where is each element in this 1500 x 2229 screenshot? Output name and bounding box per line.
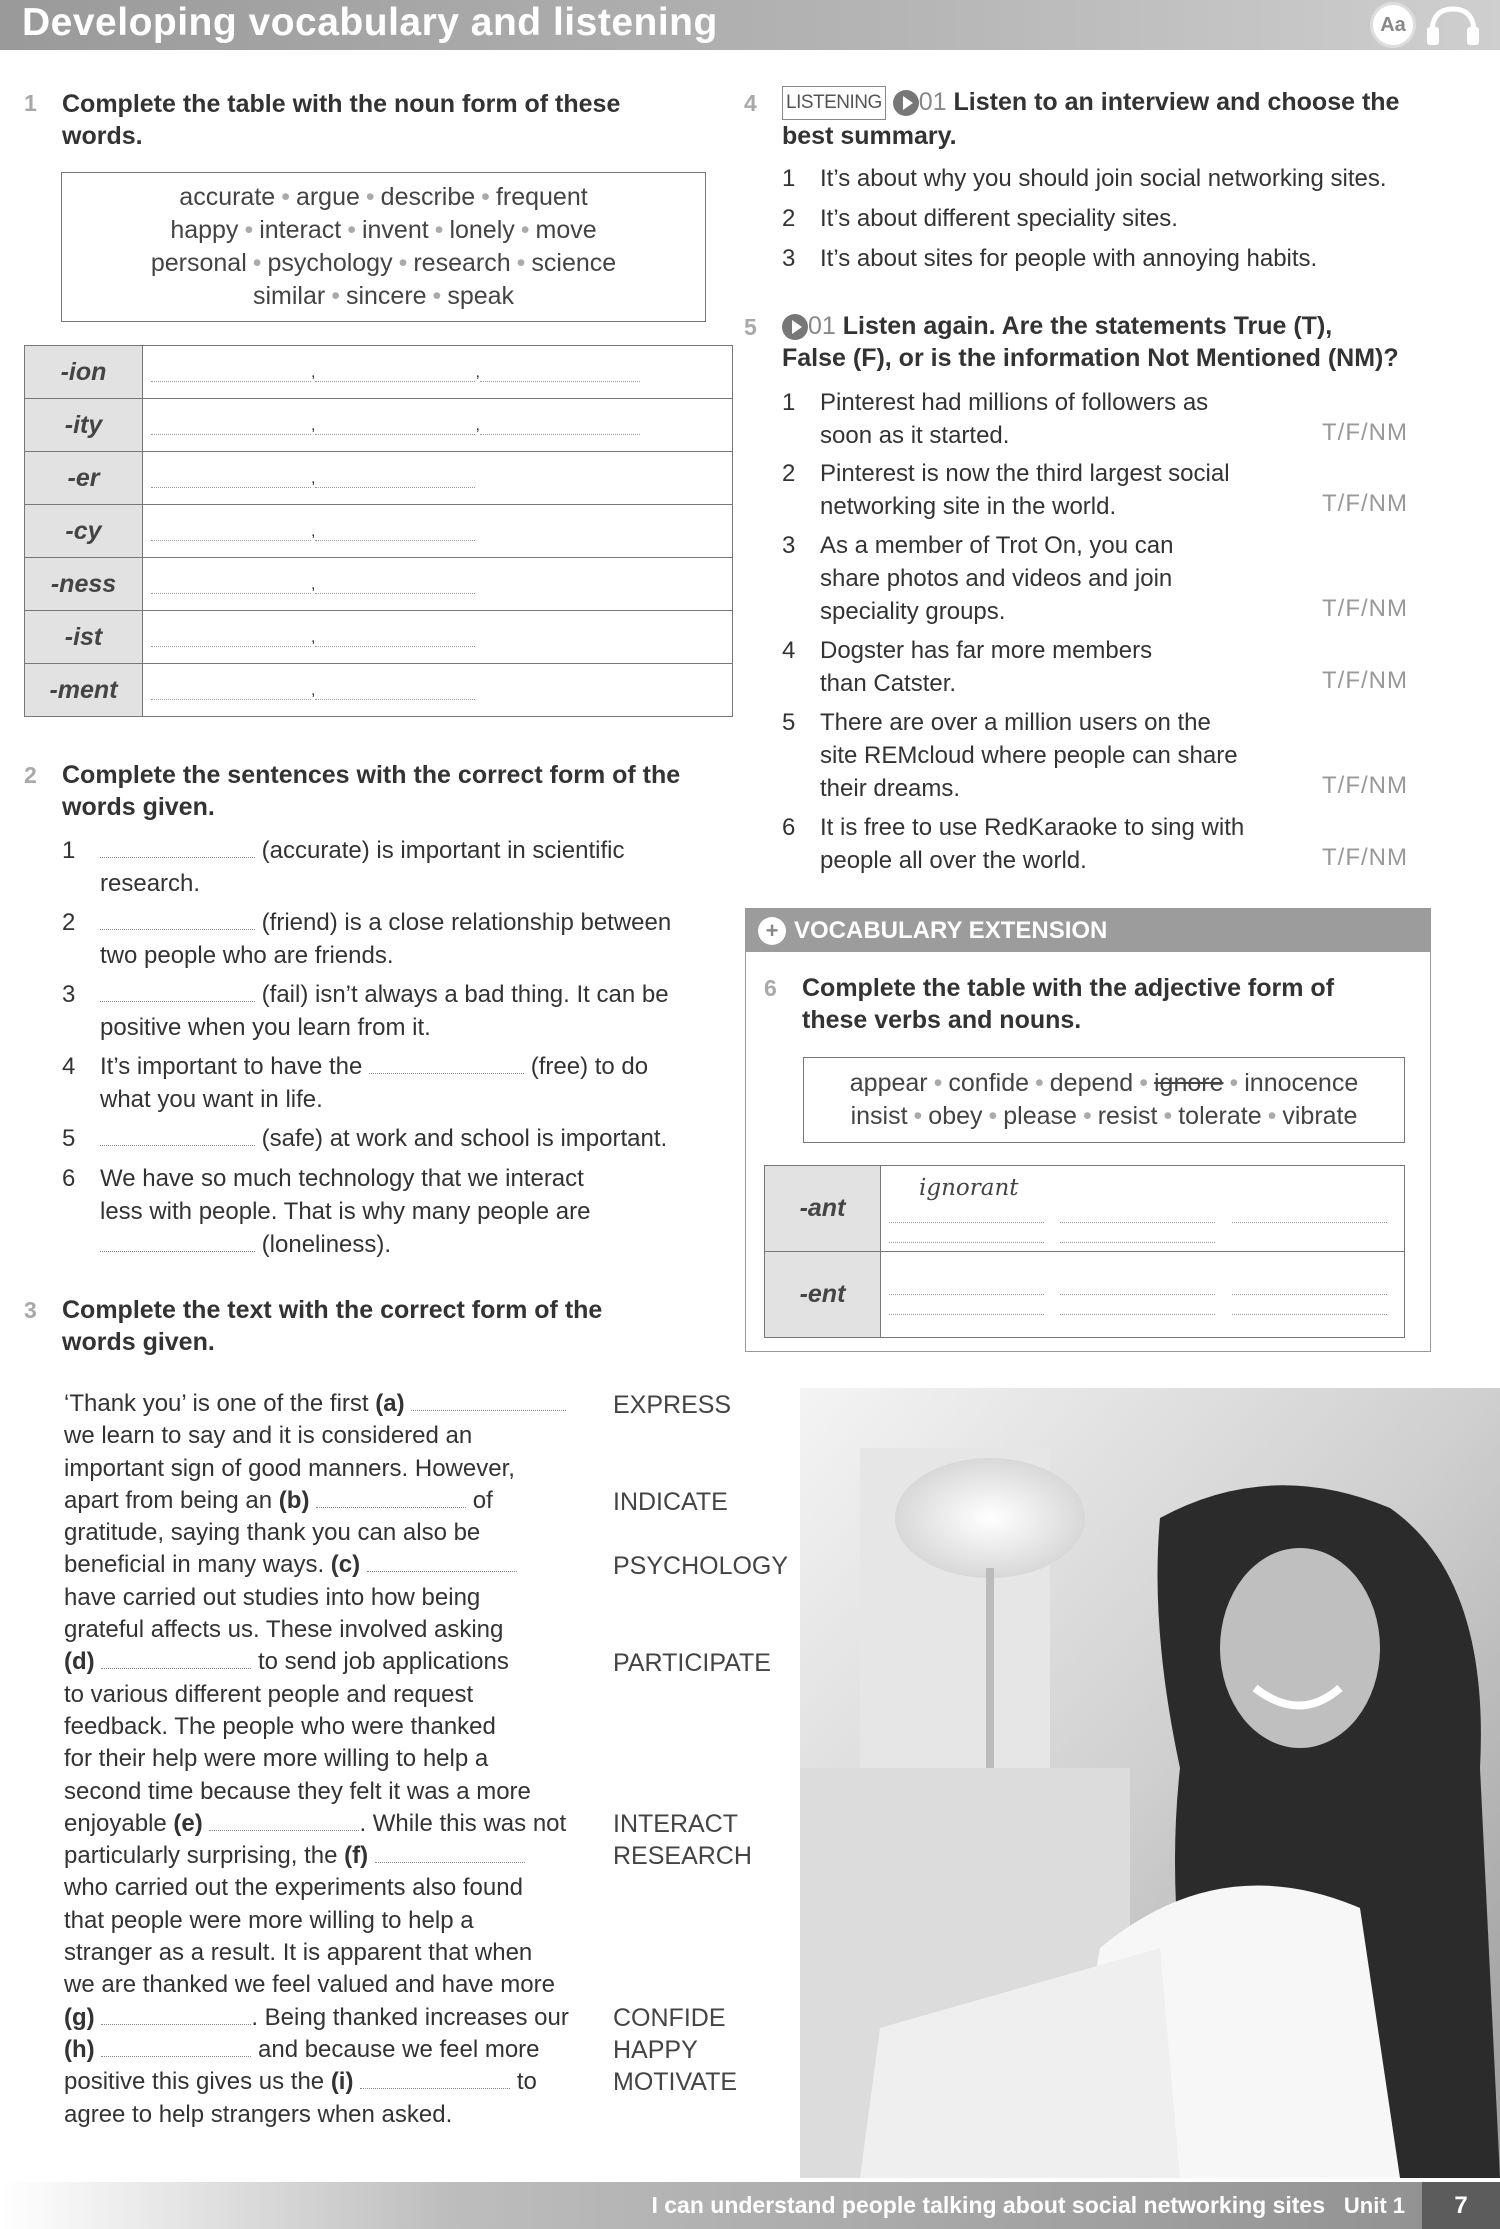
prompt-word: HAPPY [613,2036,698,2064]
exercise-3-text [64,1388,604,2131]
vocabulary-icon: Aa [1370,2,1416,48]
exercise-1-word-box [61,172,706,322]
answer-blank[interactable] [101,2035,251,2057]
answer-blank[interactable] [369,1052,524,1074]
answer-blank[interactable] [100,1230,255,1252]
text-line: we learn to say and it is considered an [64,1422,473,1450]
answer-cell[interactable]: , [143,664,733,717]
suffix-cell: -ness [25,558,143,611]
answer-cell[interactable]: , [143,505,733,558]
table-row [25,664,733,717]
table-row [765,1166,1405,1252]
answer-cell[interactable] [881,1252,1405,1338]
answer-blank[interactable] [100,908,255,930]
prompt-word: INDICATE [613,1488,728,1516]
header-icons [1370,2,1482,48]
answer-blank[interactable] [101,1647,251,1669]
text-line: for their help were more willing to help a [64,1745,489,1773]
tfn-choice[interactable]: T/F/NM [1322,490,1408,517]
exercise-1-instruction: Complete the table with the noun form of these words. [62,90,621,150]
exercise-2-item: 6 We have so much technology that we interact less with people. That is why many people are (loneliness). [62,1165,591,1258]
suffix-cell: -ent [765,1252,881,1338]
text-line: apart from being an (b) of [64,1486,493,1514]
unit-label: Unit 1 [1343,2193,1405,2218]
answer-blank[interactable] [209,1809,359,1831]
table-row [25,505,733,558]
adjective-suffix-table [764,1165,1405,1338]
suffix-cell: -ment [25,664,143,717]
suffix-cell: -ant [765,1166,881,1252]
text-line: (g) . Being thanked increases our [64,2003,569,2031]
table-row [25,558,733,611]
text-line: (d) to send job applications [64,1648,509,1676]
play-audio-icon[interactable] [782,314,808,340]
woman-smiling-photo [800,1388,1500,2178]
text-line: to various different people and request [64,1680,474,1708]
answer-cell[interactable]: , [143,452,733,505]
suffix-cell: -ist [25,611,143,664]
prompt-word: RESEARCH [613,1842,752,1870]
answer-cell[interactable]: , , [143,346,733,399]
suffix-cell: -er [25,452,143,505]
word-line: appear • confide • depend • ignore • innocence [849,1069,1359,1097]
word-line: personal • psychology • research • science [150,249,617,277]
answer-blank[interactable] [375,1841,525,1863]
answer-blank[interactable] [316,1486,466,1508]
answer-cell[interactable]: , [143,611,733,664]
prompt-word: PARTICIPATE [613,1649,771,1677]
exercise-5-instruction: 01 Listen again. Are the statements True (T), False (F), or is the information Not Mentioned (NM)? [782,312,1399,372]
exercise-6-word-box [803,1057,1405,1143]
page-footer [0,2182,1500,2229]
headphones-icon [1424,3,1482,47]
vocabulary-extension-bar: + VOCABULARY EXTENSION [746,909,1430,952]
answer-blank[interactable] [411,1389,566,1411]
text-line: (h) and because we feel more [64,2035,540,2063]
learning-objective: I can understand people talking about social networking sites [651,2192,1325,2218]
exercise-1-number: 1 [24,90,37,116]
text-line: beneficial in many ways. (c) [64,1549,604,1581]
answer-cell[interactable] [881,1166,1405,1252]
track-number: 01 [918,88,947,116]
word-line: happy • interact • invent • lonely • move [170,216,597,244]
table-row [25,452,733,505]
answer-blank[interactable] [367,1550,517,1572]
answer-cell[interactable]: , , [143,399,733,452]
exercise-2-item: 1 (accurate) is important in scientific research. [62,837,625,897]
text-line: have carried out studies into how being [64,1583,481,1611]
text-line: that people were more willing to help a [64,1906,474,1934]
tfn-choice[interactable]: T/F/NM [1322,844,1408,871]
tfn-choice[interactable]: T/F/NM [1322,595,1408,622]
answer-blank[interactable] [100,836,255,858]
text-line: gratitude, saying thank you can also be [64,1519,481,1547]
answer-cell[interactable]: , [143,558,733,611]
answer-blank[interactable] [100,1124,255,1146]
table-row [25,399,733,452]
table-row [25,611,733,664]
word-line: insist • obey • please • resist • tolerate • vibrate [850,1102,1358,1130]
exercise-6-instruction: Complete the table with the adjective form of these verbs and nouns. [802,974,1335,1034]
exercise-2-item: 5 (safe) at work and school is important. [62,1125,668,1152]
exercise-4-instruction: LISTENING 01 Listen to an interview and choose the best summary. [782,88,1400,151]
magnifier-plus-icon: + [758,917,786,945]
page-header [0,0,1500,50]
prompt-word: EXPRESS [613,1391,732,1419]
vocabulary-extension-panel [745,908,1431,1352]
play-audio-icon[interactable] [893,90,919,116]
exercise-2-instruction: Complete the sentences with the correct form of the words given. [62,761,681,821]
tfn-choice[interactable]: T/F/NM [1322,419,1408,446]
exercise-2-item: 3 (fail) isn’t always a bad thing. It can be positive when you learn from it. [62,981,669,1041]
text-line: enjoyable (e) . While this was not [64,1809,567,1837]
suffix-cell: -ion [25,346,143,399]
word-line: accurate • argue • describe • frequent [179,183,588,211]
text-line: agree to help strangers when asked. [64,2100,453,2128]
page-title: Developing vocabulary and listening [22,1,718,44]
answer-blank[interactable] [101,2003,251,2025]
listening-badge: LISTENING [782,86,886,120]
text-line: particularly surprising, the (f) [64,1840,604,1872]
exercise-6-number: 6 [764,975,777,1001]
suffix-cell: -ity [25,399,143,452]
text-line: we are thanked we feel valued and have more [64,1971,555,1999]
suffix-cell: -cy [25,505,143,558]
noun-suffix-table [24,345,733,717]
word-line: similar • sincere • speak [252,282,515,310]
table-row [25,346,733,399]
table-row [765,1252,1405,1338]
prompt-word: CONFIDE [613,2004,726,2032]
exercise-5-number: 5 [744,314,757,340]
text-line: second time because they felt it was a more [64,1777,531,1805]
text-line: stranger as a result. It is apparent that when [64,1939,533,1967]
prompt-word: INTERACT [613,1810,738,1838]
prompt-word: MOTIVATE [613,2068,738,2096]
text-line: feedback. The people who were thanked [64,1712,496,1740]
text-line: positive this gives us the (i) to [64,2068,537,2096]
track-number: 01 [808,312,836,340]
text-line: who carried out the experiments also found [64,1874,523,1902]
tfn-choice[interactable]: T/F/NM [1322,772,1408,799]
answer-blank[interactable] [100,980,255,1002]
text-line: important sign of good manners. However, [64,1454,515,1482]
exercise-2-number: 2 [24,762,37,788]
page-number: 7 [1422,2182,1500,2229]
text-line: grateful affects us. These involved asking [64,1616,504,1644]
exercise-3-instruction: Complete the text with the correct form of the words given. [62,1296,603,1356]
example-answer: ignorant [919,1174,1019,1201]
exercise-4-number: 4 [744,90,757,116]
prompt-word: PSYCHOLOGY [613,1552,789,1580]
exercise-2-item: 2 (friend) is a close relationship between two people who are friends. [62,909,672,969]
tfn-choice[interactable]: T/F/NM [1322,667,1408,694]
text-line: ‘Thank you’ is one of the first (a) [64,1388,604,1420]
exercise-3-number: 3 [24,1297,37,1323]
exercise-2-item: 4 It’s important to have the (free) to do what you want in life. [62,1053,649,1113]
answer-blank[interactable] [360,2067,510,2089]
